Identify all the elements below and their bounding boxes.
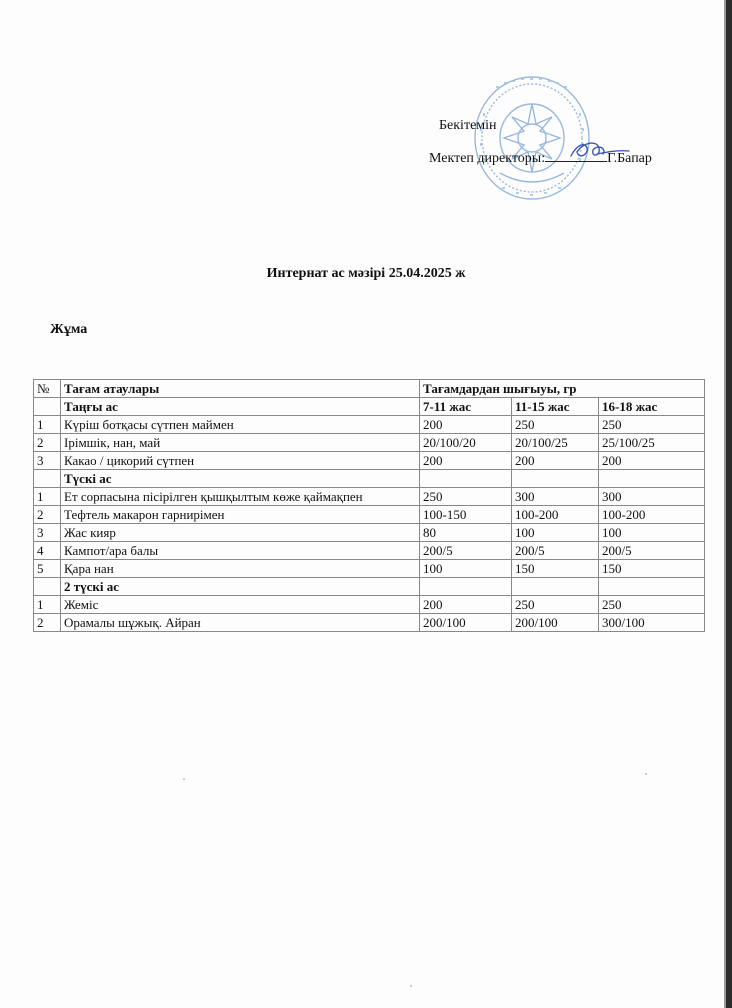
scan-speck bbox=[410, 985, 412, 987]
director-name: Г.Бапар bbox=[607, 151, 652, 166]
empty-cell bbox=[599, 578, 705, 596]
row-number: 1 bbox=[34, 416, 61, 434]
table-row bbox=[34, 524, 705, 542]
row-number: 4 bbox=[34, 542, 61, 560]
table-row bbox=[34, 452, 705, 470]
table-header-row bbox=[34, 380, 705, 398]
dish-name: Орамалы шұжық. Айран bbox=[61, 614, 420, 632]
dish-name: Күріш ботқасы сүтпен маймен bbox=[61, 416, 420, 434]
section-row bbox=[34, 398, 705, 416]
portion-value: 250 bbox=[512, 416, 599, 434]
header-number: № bbox=[34, 380, 61, 398]
portion-value: 150 bbox=[599, 560, 705, 578]
row-number: 2 bbox=[34, 434, 61, 452]
portion-value: 80 bbox=[420, 524, 512, 542]
portion-value: 100-150 bbox=[420, 506, 512, 524]
portion-value: 100-200 bbox=[599, 506, 705, 524]
portion-value: 250 bbox=[420, 488, 512, 506]
portion-value: 200 bbox=[420, 416, 512, 434]
row-number: 3 bbox=[34, 524, 61, 542]
dish-name: Қара нан bbox=[61, 560, 420, 578]
empty-cell bbox=[420, 578, 512, 596]
portion-value: 200/100 bbox=[420, 614, 512, 632]
section-number-empty bbox=[34, 578, 61, 596]
row-number: 1 bbox=[34, 596, 61, 614]
table-row bbox=[34, 506, 705, 524]
empty-cell bbox=[512, 578, 599, 596]
scan-speck bbox=[645, 773, 647, 775]
portion-value: 100 bbox=[512, 524, 599, 542]
section-name: Таңғы ас bbox=[61, 398, 420, 416]
table-row bbox=[34, 488, 705, 506]
empty-cell bbox=[420, 470, 512, 488]
header-dish-names: Тағам атаулары bbox=[61, 380, 420, 398]
portion-value: 20/100/20 bbox=[420, 434, 512, 452]
section-number-empty bbox=[34, 398, 61, 416]
row-number: 2 bbox=[34, 614, 61, 632]
scan-edge-shadow bbox=[724, 0, 726, 1008]
table-row bbox=[34, 560, 705, 578]
portion-value: 100-200 bbox=[512, 506, 599, 524]
dish-name: Тефтель макарон гарнирімен bbox=[61, 506, 420, 524]
table-row bbox=[34, 542, 705, 560]
dish-name: Какао / цикорий сүтпен bbox=[61, 452, 420, 470]
day-of-week: Жұма bbox=[50, 322, 88, 337]
portion-value: 100 bbox=[599, 524, 705, 542]
portion-value: 20/100/25 bbox=[512, 434, 599, 452]
table-row bbox=[34, 614, 705, 632]
director-signature bbox=[563, 138, 635, 166]
section-row bbox=[34, 578, 705, 596]
section-row bbox=[34, 470, 705, 488]
portion-value: 200/5 bbox=[599, 542, 705, 560]
portion-value: 300 bbox=[512, 488, 599, 506]
row-number: 5 bbox=[34, 560, 61, 578]
dish-name: Жеміс bbox=[61, 596, 420, 614]
portion-value: 250 bbox=[599, 416, 705, 434]
portion-value: 200 bbox=[512, 452, 599, 470]
dish-name: Жас кияр bbox=[61, 524, 420, 542]
table-row bbox=[34, 416, 705, 434]
menu-table bbox=[33, 379, 705, 632]
portion-value: 300 bbox=[599, 488, 705, 506]
table-row bbox=[34, 434, 705, 452]
portion-value: 200/100 bbox=[512, 614, 599, 632]
age-group-header: 16-18 жас bbox=[599, 398, 705, 416]
director-label: Мектеп директоры: bbox=[429, 151, 546, 166]
portion-value: 200 bbox=[420, 596, 512, 614]
portion-value: 200 bbox=[420, 452, 512, 470]
menu-table-body bbox=[34, 380, 705, 632]
dish-name: Ет сорпасына пісірілген қышқылтым көже қаймақпен bbox=[61, 488, 420, 506]
row-number: 1 bbox=[34, 488, 61, 506]
section-name: 2 түскі ас bbox=[61, 578, 420, 596]
section-number-empty bbox=[34, 470, 61, 488]
row-number: 2 bbox=[34, 506, 61, 524]
dish-name: Ірімшік, нан, май bbox=[61, 434, 420, 452]
age-group-header: 7-11 жас bbox=[420, 398, 512, 416]
portion-value: 200/5 bbox=[420, 542, 512, 560]
portion-value: 250 bbox=[599, 596, 705, 614]
scan-edge bbox=[726, 0, 732, 1008]
header-yield: Тағамдардан шығыуы, гр bbox=[420, 380, 705, 398]
portion-value: 200 bbox=[599, 452, 705, 470]
portion-value: 150 bbox=[512, 560, 599, 578]
portion-value: 25/100/25 bbox=[599, 434, 705, 452]
portion-value: 300/100 bbox=[599, 614, 705, 632]
empty-cell bbox=[512, 470, 599, 488]
section-name: Түскі ас bbox=[61, 470, 420, 488]
table-row bbox=[34, 596, 705, 614]
approval-label: Бекітемін bbox=[439, 118, 497, 133]
dish-name: Кампот/ара балы bbox=[61, 542, 420, 560]
row-number: 3 bbox=[34, 452, 61, 470]
portion-value: 100 bbox=[420, 560, 512, 578]
document-title: Интернат ас мәзірі 25.04.2025 ж bbox=[266, 266, 466, 281]
portion-value: 200/5 bbox=[512, 542, 599, 560]
empty-cell bbox=[599, 470, 705, 488]
age-group-header: 11-15 жас bbox=[512, 398, 599, 416]
portion-value: 250 bbox=[512, 596, 599, 614]
scan-speck bbox=[183, 778, 185, 780]
